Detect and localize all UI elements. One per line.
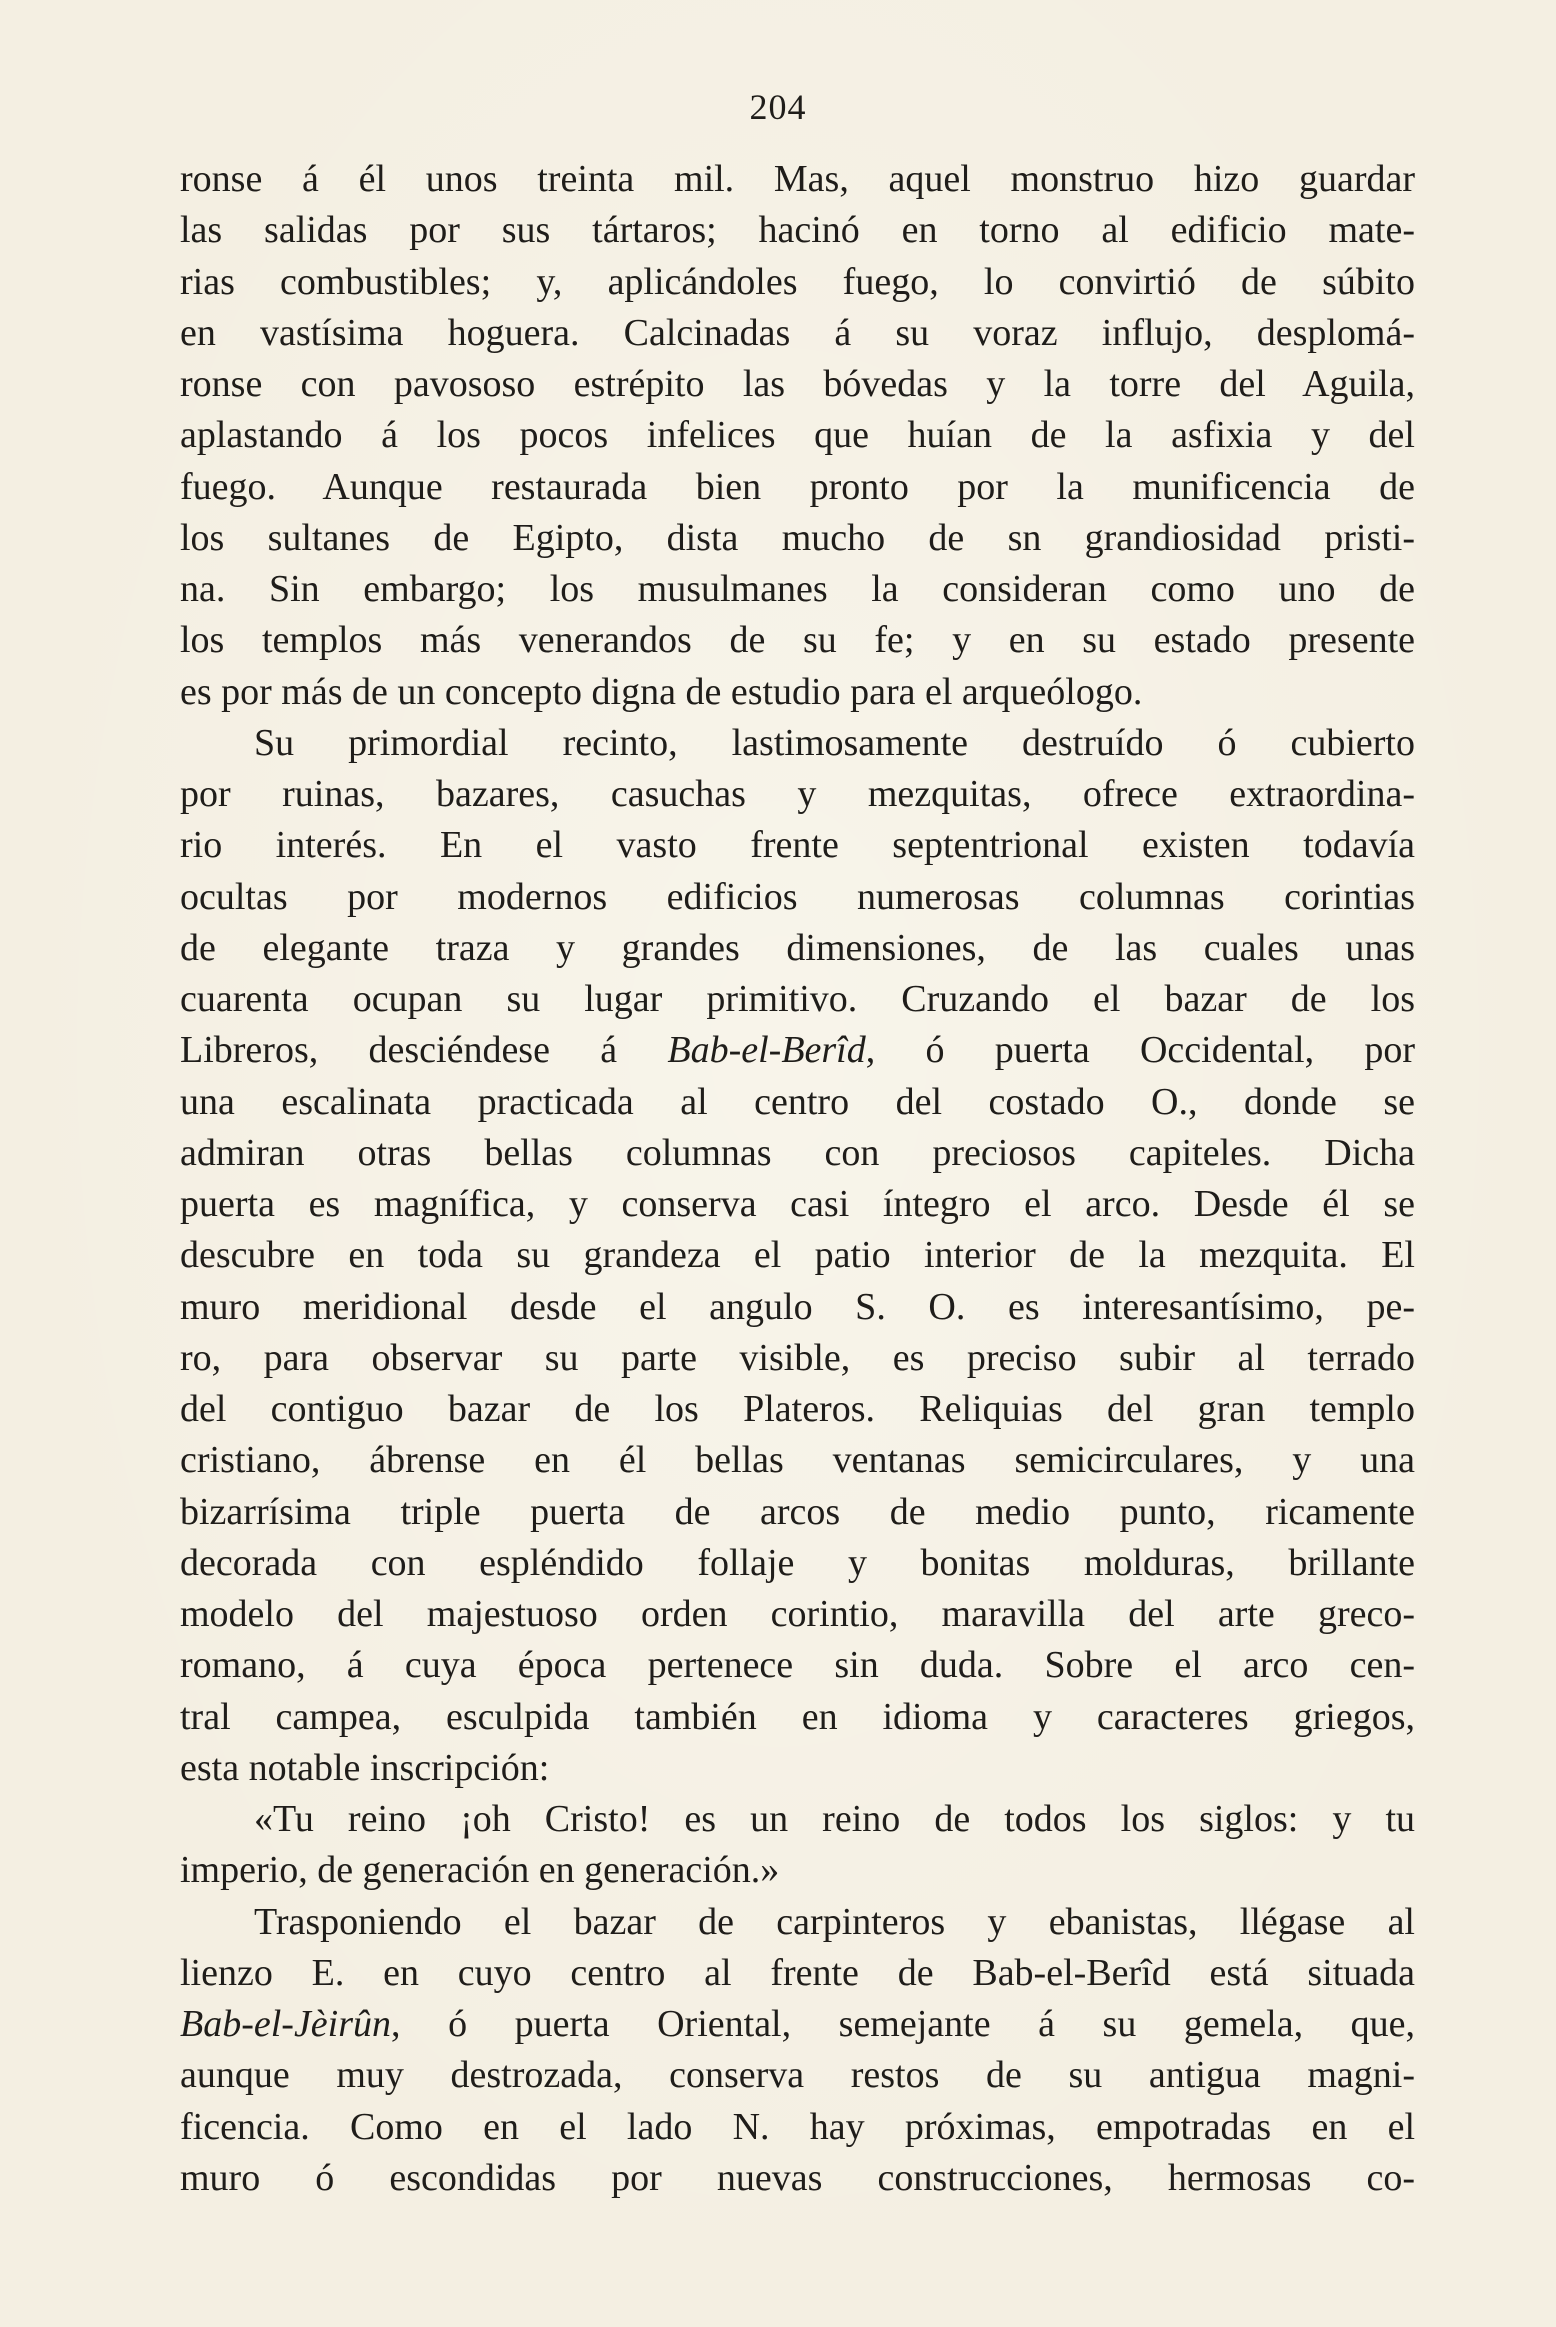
text-line: ro, para observar su parte visible, es preciso subir al terrado xyxy=(180,1336,1415,1379)
text-line: por ruinas, bazares, casuchas y mezquitas, ofrece extraordina- xyxy=(180,773,1415,815)
text-line: ficencia. Como en el lado N. hay próximas, empotradas en el xyxy=(180,2105,1415,2148)
text-line xyxy=(180,1025,1415,1076)
italic-place-name: Bab-el-Berîd xyxy=(667,1029,866,1072)
text-line: una escalinata practicada al centro del costado O., donde se xyxy=(180,1080,1415,1123)
text-line: del contiguo bazar de los Plateros. Reliquias del gran templo xyxy=(180,1388,1415,1430)
text-line: de elegante traza y grandes dimensiones, de las cuales unas xyxy=(180,926,1415,969)
italic-place-name: Bab-el-Jèirûn xyxy=(180,2003,392,2045)
paragraph-start-line: Trasponiendo el bazar de carpinteros y ebanistas, llégase al xyxy=(254,1900,1415,1943)
text-line: tral campea, esculpida también en idioma y caracteres griegos, xyxy=(180,1695,1415,1738)
text-line: muro meridional desde el angulo S. O. es interesantísimo, pe- xyxy=(180,1285,1415,1328)
line-text-before: Libreros, desciéndese á xyxy=(180,1029,668,1072)
text-line: descubre en toda su grandeza el patio interior de la mezquita. El xyxy=(180,1234,1415,1277)
text-line: ronse con pavososo estrépito las bóvedas y la torre del Aguila, xyxy=(180,363,1415,405)
text-line: modelo del majestuoso orden corintio, maravilla del arte greco- xyxy=(180,1593,1415,1635)
text-line: rias combustibles; y, aplicándoles fuego, lo convirtió de súbito xyxy=(180,260,1415,303)
text-line: lienzo E. en cuyo centro al frente de Bab-el-Berîd está situada xyxy=(180,1951,1415,1994)
text-line: cuarenta ocupan su lugar primitivo. Cruzando el bazar de los xyxy=(180,978,1415,1020)
text-line: romano, á cuya época pertenece sin duda. Sobre el arco cen- xyxy=(180,1644,1415,1687)
text-line: aunque muy destrozada, conserva restos de su antigua magni- xyxy=(180,2054,1415,2097)
text-line: na. Sin embargo; los musulmanes la consideran como uno de xyxy=(180,568,1415,610)
text-line: bizarrísima triple puerta de arcos de medio punto, ricamente xyxy=(180,1490,1415,1533)
quotation-line: imperio, de generación en generación.» xyxy=(180,1849,780,1892)
text-line: los sultanes de Egipto, dista mucho de sn grandiosidad pristi- xyxy=(180,516,1415,559)
text-line xyxy=(180,1999,1415,2050)
text-line: ronse á él unos treinta mil. Mas, aquel monstruo hizo guardar xyxy=(180,158,1415,200)
text-line: los templos más venerandos de su fe; y en su estado presente xyxy=(180,619,1415,662)
text-line: fuego. Aunque restaurada bien pronto por la munificencia de xyxy=(180,465,1415,508)
text-line: ocultas por modernos edificios numerosas columnas corintias xyxy=(180,875,1415,918)
text-line: aplastando á los pocos infelices que huían de la asfixia y del xyxy=(180,414,1415,457)
page-number: 204 xyxy=(749,87,807,127)
text-line: esta notable inscripción: xyxy=(180,1746,550,1789)
text-line: cristiano, ábrense en él bellas ventanas semicirculares, y una xyxy=(180,1439,1415,1482)
paragraph-start-line: Su primordial recinto, lastimosamente destruído ó cubierto xyxy=(254,721,1415,764)
text-line: puerta es magnífica, y conserva casi íntegro el arco. Desde él se xyxy=(180,1183,1415,1225)
text-line: en vastísima hoguera. Calcinadas á su voraz influjo, desplomá- xyxy=(180,311,1415,354)
line-text-after: , ó puerta Oriental, semejante á su gemela, que, xyxy=(391,2003,1415,2045)
body-text xyxy=(180,154,1415,2204)
text-line: es por más de un concepto digna de estudio para el arqueólogo. xyxy=(180,670,1143,713)
quotation-line: «Tu reino ¡oh Cristo! es un reino de todos los siglos: y tu xyxy=(254,1798,1415,1840)
text-line: rio interés. En el vasto frente septentrional existen todavía xyxy=(180,824,1415,867)
text-line: admiran otras bellas columnas con preciosos capiteles. Dicha xyxy=(180,1131,1415,1174)
line-text-after: , ó puerta Occidental, por xyxy=(865,1029,1415,1072)
text-line: muro ó escondidas por nuevas construcciones, hermosas co- xyxy=(180,2156,1415,2199)
text-line: decorada con espléndido follaje y bonitas molduras, brillante xyxy=(180,1541,1415,1584)
text-line: las salidas por sus tártaros; hacinó en torno al edificio mate- xyxy=(180,209,1415,252)
